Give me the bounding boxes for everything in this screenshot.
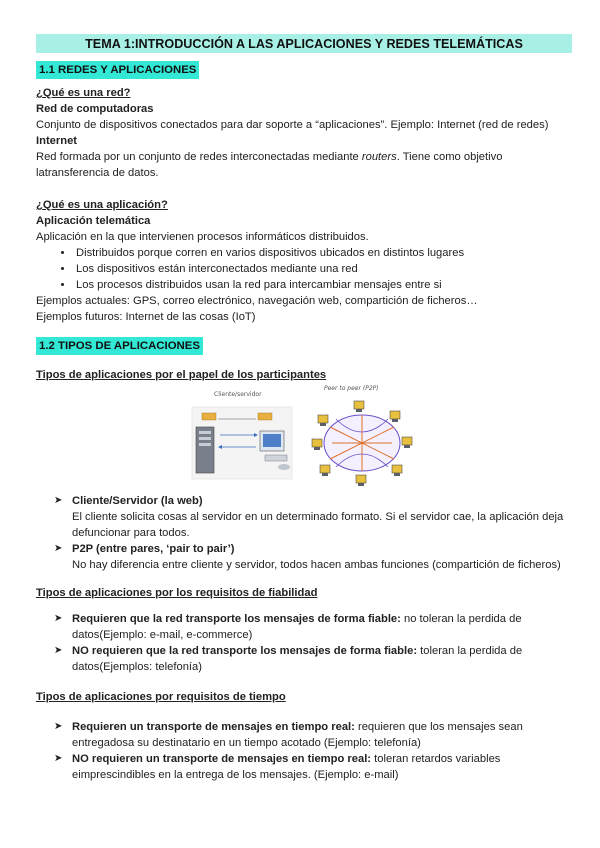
section-heading-2: 1.2 TIPOS DE APLICACIONES [36, 337, 203, 355]
subheading-tiempo: Tipos de aplicaciones por requisitos de tiempo [36, 691, 286, 703]
list-item-fiable: ➤ Requieren que la red transporte los mensajes de forma fiable: no toleran la perdida de datos(Ejemplo: e-mail, e-commerce) [54, 613, 522, 641]
subheading-fiabilidad: Tipos de aplicaciones por los requisitos de fiabilidad [36, 587, 318, 599]
list-item-no-fiable: ➤ NO requieren que la red transporte los mensajes de forma fiable: toleran la perdida de datos(Ejemplos: telefonía) [54, 645, 523, 673]
subheading-participantes: Tipos de aplicaciones por el papel de los participantes [36, 369, 327, 381]
red-title: Red de computadoras [36, 103, 154, 115]
arrow-bullet-icon: ➤ [54, 721, 63, 732]
arrow-bullet-icon: ➤ [54, 543, 63, 554]
list-item-cliente-servidor [54, 493, 572, 541]
app-title: Aplicación telemática [36, 215, 151, 227]
app-text: Aplicación en la que intervienen procesos informáticos distribuidos. [36, 231, 369, 243]
figure-caption-cs: Cliente/servidor [214, 391, 262, 398]
figure-caption-p2p: Peer to peer (P2P) [324, 385, 379, 392]
arrow-bullet-icon: ➤ [54, 645, 63, 656]
document-page [36, 34, 572, 783]
internet-text: Red formada por un conjunto de redes interconectadas mediante routers. Tiene como objetivo latransferencia de datos. [36, 151, 503, 179]
section-heading-1: 1.1 REDES Y APLICACIONES [36, 61, 199, 79]
list-item: • Distribuidos porque corren en varios dispositivos ubicados en distintos lugares [74, 245, 572, 261]
p2p-text: No hay diferencia entre cliente y servidor, todos hacen ambas funciones (compartición de ficheros) [72, 559, 561, 571]
arrow-bullet-icon: ➤ [54, 613, 63, 624]
internet-title: Internet [36, 135, 78, 147]
list-item-no-tiempo-real: ➤ NO requieren un transporte de mensajes en tiempo real: toleran retardos variables eimprescindibles en la entrega de los mensajes. (Ejemplo: e-mail) [54, 753, 501, 781]
cs-text: El cliente solicita cosas al servidor en un determinado formato. Si el servidor cae, la aplicación deja defuncionar para todos. [72, 511, 564, 539]
page-title: TEMA 1:INTRODUCCIÓN A LAS APLICACIONES Y REDES TELEMÁTICAS [36, 34, 572, 53]
network-figure [36, 385, 572, 489]
arrow-bullet-icon: ➤ [54, 495, 63, 506]
question-aplicacion: ¿Qué es una aplicación? [36, 199, 168, 211]
list-item-tiempo-real: ➤ Requieren un transporte de mensajes en tiempo real: requieren que los mensajes sean entregadosa su destinatario en un tiempo acotado (Ejemplo: telefonía) [54, 721, 523, 749]
p2p-illustration [312, 401, 412, 486]
network-diagram-image [36, 385, 572, 489]
examples-now: Ejemplos actuales: GPS, correo electrónico, navegación web, compartición de ficheros… [36, 295, 478, 307]
question-red: ¿Qué es una red? [36, 87, 131, 99]
arrow-bullet-icon: ➤ [54, 753, 63, 764]
list-item: • Los dispositivos están interconectados mediante una red [74, 261, 572, 277]
list-item-p2p [54, 541, 572, 573]
p2p-title: P2P (entre pares, ‘pair to pair’) [72, 543, 235, 555]
client-server-illustration [192, 407, 292, 479]
bullet-list [36, 245, 572, 293]
cs-title: Cliente/Servidor (la web) [72, 495, 203, 507]
red-text: Conjunto de dispositivos conectados para dar soporte a “aplicaciones”. Ejemplo: Internet (red de redes) [36, 119, 549, 131]
examples-future: Ejemplos futuros: Internet de las cosas (IoT) [36, 311, 256, 323]
list-item: • Los procesos distribuidos usan la red para intercambiar mensajes entre si [74, 277, 572, 293]
